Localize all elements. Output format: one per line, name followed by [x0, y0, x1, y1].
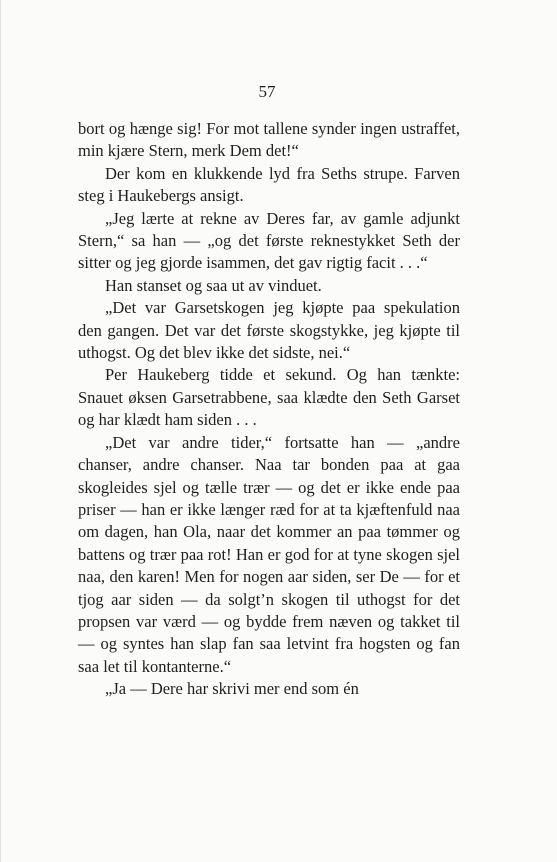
paragraph: „Jeg lærte at rekne av Deres far, av gamle adjunkt Stern,“ sa han — „og det første reknestykket Seth der sitter og jeg gjorde isammen, det gav rigtig facit . . .“ [78, 208, 460, 273]
paragraph: „Ja — Dere har skrivi mer end som én [105, 679, 359, 699]
paragraph: „Det var andre tider,“ fortsatte han — „andre chanser, andre chanser. Naa tar bonden paa at gaa skogleides sjel og tælle trær — og det er ikke ende paa priser — han er ikke længer ræd for at ta kjæftenfuld naa om dagen, han Ola, naar det kommer an paa tømmer og battens og trær paa rot! Han er god for at tyne skogen sjel naa, den karen! Men for nogen aar siden, ser De — for et tjog aar siden — da solgt’n skogen til uthogst for det propsen var værd — og bydde frem næven og takket til — og syntes han slap fan saa letvint fra hogsten og fan saa let til kontanterne.“ [78, 432, 460, 676]
paragraph: bort og hænge sig! For mot tallene synder ingen ustraffet, min kjære Stern, merk Dem det!“ [78, 119, 460, 161]
paragraph: „Det var Garsetskogen jeg kjøpte paa spekulation den gangen. Det var det første skogstykke, jeg kjøpte til uthogst. Og det blev ikke det sidste, nei.“ [78, 298, 460, 363]
body-text [78, 118, 460, 701]
paragraph: Der kom en klukkende lyd fra Seths strupe. Farven steg i Haukebergs ansigt. [78, 163, 460, 206]
paragraph: Per Haukeberg tidde et sekund. Og han tænkte: Snauet øksen Garsetrabbene, saa klædte den Seth Garset og har klædt ham siden . . . [78, 365, 460, 430]
page-number: 57 [258, 82, 276, 101]
paragraph: Han stanset og saa ut av vinduet. [105, 275, 322, 295]
